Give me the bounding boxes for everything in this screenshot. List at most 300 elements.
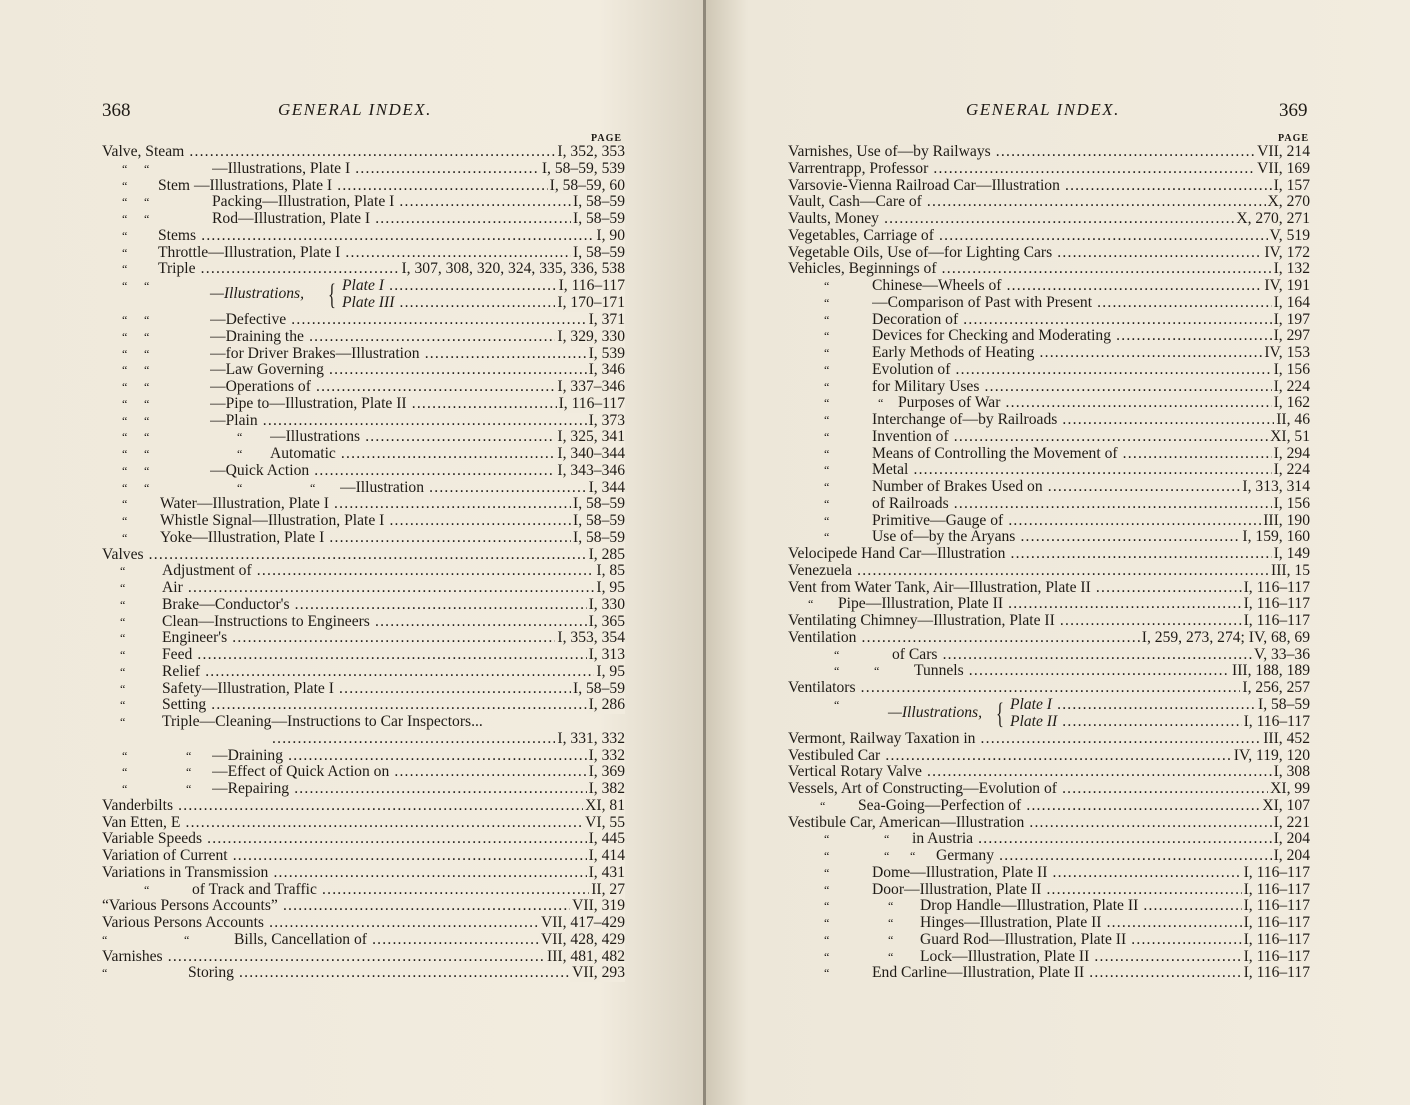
entry-leader	[788, 211, 1310, 228]
page-reference: IV, 153	[1264, 344, 1310, 361]
entry-label: —for Driver Brakes—Illustration	[210, 345, 420, 362]
entry-label: Use of—by the Aryans	[872, 529, 1016, 546]
entry-label: —Pipe to—Illustration, Plate II	[210, 395, 407, 412]
page-reference: XI, 81	[585, 796, 625, 814]
entry-label: Guard Rod—Illustration, Plate II	[920, 931, 1127, 948]
page-reference: I, 95	[596, 662, 625, 680]
index-entry	[788, 865, 1310, 882]
index-entry	[102, 396, 625, 413]
entry-label: Pipe—Illustration, Plate II	[838, 596, 1004, 613]
index-entry	[788, 563, 1310, 580]
page-reference: I, 221	[1273, 813, 1310, 831]
entry-leader	[892, 647, 1310, 664]
index-entry	[102, 781, 625, 798]
page-reference: I, 382	[588, 780, 625, 797]
ditto-mark: “	[122, 279, 128, 293]
ditto-mark: “	[824, 899, 830, 914]
page-reference: III, 188, 189	[1232, 662, 1310, 680]
index-entry	[102, 647, 625, 664]
page-reference: I, 116–117	[558, 394, 625, 412]
entry-label: Triple—Cleaning—Instructions to Car Inspectors...	[162, 713, 483, 730]
index-entry	[788, 295, 1310, 312]
entry-label: Metal	[872, 462, 909, 479]
entry-leader	[340, 480, 625, 497]
page-reference: I, 116–117	[1243, 712, 1310, 730]
entry-leader	[102, 798, 625, 815]
ditto-mark: “	[824, 530, 830, 545]
ditto-mark: “	[122, 363, 128, 378]
entry-label: Varnishes, Use of—by Railways	[788, 144, 991, 160]
page-reference: I, 116–117	[1243, 612, 1310, 629]
entry-leader	[872, 446, 1310, 463]
ditto-mark: “	[888, 932, 894, 947]
entry-label: Valves	[102, 546, 144, 563]
entry-leader	[162, 647, 625, 664]
entry-label: —Operations of	[210, 379, 311, 395]
ditto-mark: “	[144, 212, 150, 226]
ditto-mark: “	[144, 413, 150, 428]
entry-leader	[788, 781, 1310, 798]
page-reference: I, 132	[1273, 260, 1310, 278]
page-reference: I, 343–346	[557, 461, 625, 479]
page-reference: I, 259, 273, 274; IV, 68, 69	[1141, 628, 1310, 646]
ditto-mark: “	[144, 195, 150, 210]
index-entries	[102, 144, 625, 982]
entry-label: —Illustration	[340, 479, 425, 496]
index-entry	[788, 144, 1310, 161]
index-entry	[102, 965, 625, 982]
entry-leader	[102, 815, 625, 832]
entry-label: Drop Handle—Illustration, Plate II	[920, 898, 1139, 915]
entry-label: Yoke—Illustration, Plate I	[160, 529, 325, 546]
page-reference: I, 116–117	[1243, 595, 1310, 613]
plate-label: Plate I	[342, 278, 384, 294]
entry-label: Varsovie-Vienna Railroad Car—Illustration	[788, 177, 1060, 194]
entry-label: Invention of	[872, 428, 949, 445]
ditto-mark: “	[186, 782, 192, 796]
ditto-mark: “	[237, 430, 243, 445]
entry-label: Variation of Current	[102, 848, 228, 864]
page-reference: I, 58–59	[573, 243, 625, 261]
ditto-mark: “	[122, 530, 128, 545]
entry-leader	[210, 362, 625, 379]
ditto-mark: “	[122, 313, 128, 327]
entry-label: Vegetable Oils, Use of—for Lighting Cars	[788, 244, 1053, 261]
right-page	[706, 0, 1410, 1105]
ditto-mark: “	[144, 447, 150, 461]
entry-label: of Railroads	[872, 495, 949, 512]
entry-leader	[102, 831, 625, 848]
page-reference: I, 373	[588, 411, 625, 429]
ditto-mark: “	[120, 681, 126, 696]
entry-leader	[102, 865, 625, 882]
brace-glyph: {	[328, 278, 336, 311]
ditto-mark: “	[888, 899, 894, 914]
index-entry	[788, 647, 1310, 664]
page-reference: III, 452	[1263, 729, 1310, 747]
entry-label: Evolution of	[872, 361, 951, 378]
index-entry	[788, 965, 1310, 982]
entry-label: Setting	[162, 697, 207, 714]
entry-label: Ventilating Chimney—Illustration, Plate II	[788, 613, 1055, 629]
entry-label: Vestibule Car, American—Illustration	[788, 814, 1025, 831]
entry-label: Throttle—Illustration, Plate I	[158, 244, 341, 261]
ditto-mark: “	[834, 697, 840, 712]
left-page	[0, 0, 704, 1105]
ditto-mark: “	[144, 380, 150, 394]
page-reference: VII, 169	[1257, 159, 1310, 177]
entry-leader	[788, 178, 1310, 195]
index-entry	[102, 346, 625, 363]
entry-leader	[162, 714, 483, 731]
index-entry	[788, 261, 1310, 278]
ditto-mark: “	[834, 647, 840, 662]
running-head: GENERAL INDEX.	[966, 100, 1120, 119]
index-entry	[788, 211, 1310, 228]
entry-label: of Cars	[892, 646, 938, 663]
page-column-label: PAGE	[591, 133, 623, 144]
index-entry	[102, 898, 625, 915]
entry-leader	[160, 496, 625, 513]
index-entry	[102, 245, 625, 262]
entry-label: Variable Speeds	[102, 831, 203, 848]
page-reference: I, 159, 160	[1242, 528, 1310, 546]
index-entry	[102, 446, 625, 463]
page-reference: I, 116–117	[558, 277, 625, 294]
entry-label: Vessels, Art of Constructing—Evolution of	[788, 781, 1057, 797]
page-reference: I, 116–117	[1243, 880, 1310, 898]
index-entry	[788, 680, 1310, 697]
entry-label: Dome—Illustration, Plate II	[872, 864, 1048, 881]
entry-label: Ventilation	[788, 629, 857, 646]
page-number: 368	[102, 100, 131, 121]
page-reference: I, 414	[588, 847, 625, 864]
entry-label: Bills, Cancellation of	[234, 931, 367, 948]
entry-leader	[788, 228, 1310, 245]
entry-label: Purposes of War	[898, 395, 1001, 412]
page-reference: I, 371	[588, 311, 625, 328]
ditto-mark: “	[120, 715, 126, 729]
page-reference: V, 519	[1269, 226, 1310, 244]
ditto-mark: “	[144, 363, 150, 378]
plate-subentry	[102, 295, 625, 312]
entry-label: Automatic	[270, 446, 336, 462]
index-entry	[102, 915, 625, 932]
page-reference: I, 445	[588, 830, 625, 848]
ditto-mark: “	[144, 480, 150, 495]
page-reference: III, 481, 482	[547, 947, 625, 965]
ditto-mark: “	[824, 463, 830, 478]
entry-label: —Illustrations,	[888, 703, 983, 721]
index-entry	[788, 479, 1310, 496]
page-reference: I, 58–59, 60	[549, 176, 625, 194]
page-reference: I, 58–59	[1258, 695, 1310, 713]
entry-leader	[212, 781, 625, 798]
page-reference: VI, 55	[585, 813, 625, 831]
ditto-mark: “	[122, 245, 128, 260]
index-entry	[102, 681, 625, 698]
entry-leader	[162, 563, 625, 580]
page-reference: I, 365	[588, 612, 625, 630]
index-entry	[788, 412, 1310, 429]
page-reference: I, 224	[1273, 461, 1310, 479]
index-entry	[788, 596, 1310, 613]
page-reference: I, 58–59	[573, 210, 625, 227]
entry-label: —Effect of Quick Action on	[212, 764, 390, 781]
entry-label: Vertical Rotary Valve	[788, 764, 922, 781]
page-number: 369	[1279, 100, 1308, 121]
entry-leader	[872, 295, 1310, 312]
page-reference: I, 256, 257	[1242, 679, 1310, 696]
ditto-mark: “	[808, 597, 814, 612]
index-entry	[788, 345, 1310, 362]
index-entry	[788, 764, 1310, 781]
entry-leader	[872, 345, 1310, 362]
entry-leader	[162, 597, 625, 614]
page-reference: I, 58–59	[573, 193, 625, 211]
ditto-mark: “	[144, 161, 150, 176]
ditto-mark: “	[120, 597, 126, 612]
entry-label: —Draining the	[210, 328, 304, 345]
ditto-mark: “	[102, 966, 108, 981]
page-reference: III, 15	[1271, 561, 1310, 579]
page-reference: XI, 99	[1270, 780, 1310, 797]
brace-glyph: {	[996, 696, 1004, 730]
ditto-mark: “	[120, 648, 126, 662]
ditto-mark: “	[102, 932, 108, 947]
ditto-mark: “	[824, 865, 830, 880]
entry-leader	[872, 496, 1310, 513]
index-entry	[102, 798, 625, 815]
ditto-mark: “	[824, 329, 830, 344]
page-reference: VII, 293	[572, 964, 625, 982]
entry-leader	[162, 681, 625, 698]
index-entry	[102, 362, 625, 379]
page-reference: I, 58–59	[573, 679, 625, 697]
ditto-mark: “	[122, 380, 128, 394]
ditto-mark: “	[824, 429, 830, 444]
entry-leader	[102, 547, 625, 564]
ditto-mark: “	[824, 413, 830, 427]
index-entry	[102, 379, 625, 396]
entry-label: Venezuela	[788, 562, 853, 579]
entry-label: —Illustrations	[270, 429, 361, 446]
ditto-mark: “	[824, 882, 830, 897]
page-reference: V, 33–36	[1253, 645, 1310, 663]
ditto-mark: “	[824, 362, 830, 377]
page-reference: I, 58–59	[573, 528, 625, 546]
entry-leader	[162, 697, 625, 714]
index-entry	[102, 748, 625, 765]
plate-label: Plate I	[1010, 696, 1052, 713]
page-reference: XI, 107	[1262, 796, 1310, 814]
ditto-mark: “	[186, 765, 192, 780]
entry-leader	[788, 563, 1310, 580]
index-entry	[102, 429, 625, 446]
entry-label: of Track and Traffic	[192, 881, 317, 898]
ditto-mark: “	[237, 480, 243, 495]
index-entry	[788, 831, 1310, 848]
index-entry	[102, 848, 625, 865]
ditto-mark: “	[122, 782, 128, 796]
page-reference: I, 330	[588, 595, 625, 613]
page-reference: I, 539	[588, 344, 625, 362]
index-entry	[788, 697, 1310, 731]
index-entry	[102, 563, 625, 580]
entry-leader	[212, 764, 625, 781]
page-reference: VII, 428, 429	[540, 930, 625, 948]
entry-label: —Plain	[210, 412, 258, 429]
index-entry	[102, 597, 625, 614]
page-reference: I, 308	[1273, 763, 1310, 781]
page-reference: I, 90	[596, 226, 625, 244]
entry-label: Storing	[188, 965, 234, 982]
entry-label: —Quick Action	[210, 462, 310, 479]
page-reference: IV, 172	[1264, 243, 1310, 261]
index-entry	[788, 781, 1310, 798]
entry-leader	[192, 882, 625, 899]
ditto-mark: “	[888, 916, 894, 930]
entry-label: Triple	[158, 261, 196, 278]
ditto-mark: “	[820, 798, 826, 813]
index-entry	[788, 429, 1310, 446]
index-entry	[102, 764, 625, 781]
page-reference: I, 204	[1273, 830, 1310, 848]
index-entry	[102, 161, 625, 178]
page-reference: I, 116–117	[1243, 930, 1310, 948]
index-entry	[102, 697, 625, 714]
ditto-mark: “	[122, 195, 128, 210]
entry-label: Valve, Steam	[102, 144, 185, 160]
plate-subentry	[102, 278, 625, 295]
index-entry	[102, 312, 625, 329]
page-reference: IV, 119, 120	[1233, 746, 1310, 764]
index-entry	[102, 614, 625, 631]
entry-label: for Military Uses	[872, 378, 980, 395]
index-entry	[102, 932, 625, 949]
page-reference: X, 270	[1267, 193, 1310, 211]
entry-label: Vent from Water Tank, Air—Illustration, Plate II	[788, 579, 1091, 596]
index-entry	[102, 714, 625, 731]
page-reference: I, 297	[1273, 327, 1310, 345]
page-reference: I, 116–117	[1243, 947, 1310, 965]
entry-leader	[788, 161, 1310, 178]
index-entry	[102, 949, 625, 966]
ditto-mark: “	[824, 966, 830, 981]
entry-label: Vanderbilts	[102, 797, 174, 814]
ditto-mark: “	[144, 396, 150, 411]
ditto-mark: “	[888, 949, 894, 964]
ditto-mark: “	[824, 346, 830, 360]
entry-label: Chinese—Wheels of	[872, 278, 1002, 294]
ditto-mark: “	[122, 413, 128, 428]
ditto-mark: “	[824, 396, 830, 411]
page-reference: I, 116–117	[1243, 897, 1310, 915]
index-entry	[102, 530, 625, 547]
page-reference: VII, 214	[1257, 143, 1310, 160]
index-entry	[788, 462, 1310, 479]
plate-label: Plate III	[342, 294, 395, 311]
index-entry	[102, 261, 625, 278]
entry-leader	[212, 194, 625, 211]
page-reference: IV, 191	[1264, 277, 1310, 294]
page-reference: III, 190	[1263, 511, 1310, 529]
entry-label: Van Etten, E	[102, 814, 181, 831]
entry-label: Adjustment of	[162, 563, 252, 580]
entry-label: Vegetables, Carriage of	[788, 227, 934, 244]
entry-leader	[788, 731, 1310, 748]
index-entry	[788, 949, 1310, 966]
entry-leader	[936, 848, 1310, 865]
entry-label: —Illustrations,	[210, 285, 305, 302]
entry-label: Decoration of	[872, 311, 959, 328]
entry-leader	[872, 429, 1310, 446]
ditto-mark: “	[122, 463, 128, 478]
ditto-mark: “	[122, 329, 128, 344]
entry-leader	[158, 228, 625, 245]
entry-leader	[872, 362, 1310, 379]
entry-leader	[872, 412, 1310, 429]
page-reference: I, 224	[1273, 377, 1310, 395]
entry-label: Brake—Conductor's	[162, 596, 290, 613]
entry-leader	[872, 513, 1310, 530]
index-entries	[788, 144, 1310, 982]
index-entry	[102, 580, 625, 597]
ditto-mark: “	[122, 430, 128, 445]
index-entry	[788, 630, 1310, 647]
entry-label: in Austria	[912, 831, 974, 848]
index-entry	[788, 362, 1310, 379]
entry-label: —Law Governing	[210, 362, 324, 379]
page-reference: I, 294	[1273, 444, 1310, 462]
page-reference: VII, 417–429	[540, 914, 625, 931]
entry-label: Packing—Illustration, Plate I	[212, 194, 395, 211]
ditto-mark: “	[144, 346, 150, 361]
page-reference: I, 325, 341	[557, 428, 625, 446]
page-reference: I, 116–117	[1243, 863, 1310, 881]
ditto-mark: “	[120, 581, 126, 595]
index-entry	[102, 731, 625, 748]
entry-leader	[788, 194, 1310, 211]
ditto-mark: “	[122, 228, 128, 243]
index-entry	[788, 228, 1310, 245]
index-entry	[102, 831, 625, 848]
entry-leader	[912, 831, 1310, 848]
ditto-mark: “	[824, 832, 830, 847]
index-entry	[788, 798, 1310, 815]
entry-leader	[898, 395, 1310, 412]
entry-label: Vestibuled Car	[788, 747, 881, 764]
index-entry	[788, 529, 1310, 546]
entry-label: Door—Illustration, Plate II	[872, 881, 1042, 898]
page-reference: I, 58–59	[573, 512, 625, 529]
entry-leader	[838, 596, 1310, 613]
index-entry	[788, 932, 1310, 949]
index-entry	[788, 546, 1310, 563]
entry-label: Lock—Illustration, Plate II	[920, 948, 1090, 965]
page-reference: I, 156	[1273, 494, 1310, 512]
ditto-mark: “	[144, 329, 150, 344]
index-entry	[788, 580, 1310, 597]
ditto-mark: “	[144, 463, 150, 478]
entry-label: —Draining	[212, 747, 284, 764]
page-reference: I, 58–59	[573, 495, 625, 513]
ditto-mark: “	[824, 379, 830, 394]
index-entry	[788, 496, 1310, 513]
index-entry	[788, 328, 1310, 345]
ditto-mark: “	[824, 279, 830, 293]
index-entry	[102, 178, 625, 195]
